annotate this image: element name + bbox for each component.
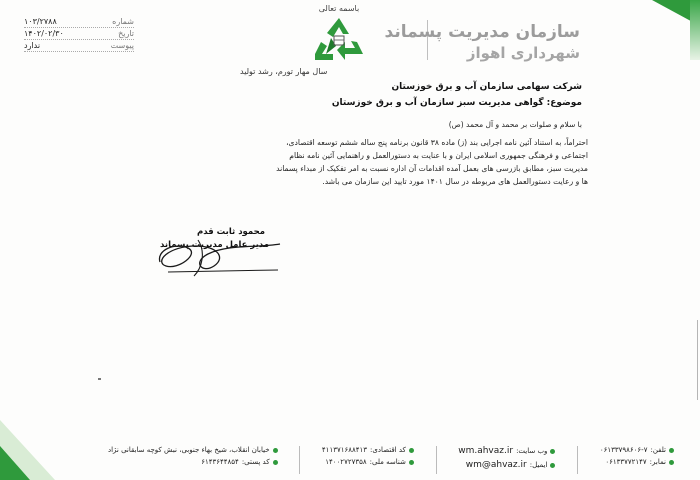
meta-attachment-row	[24, 40, 134, 52]
footer-national-id	[322, 458, 414, 466]
postal-value: ۶۱۴۳۶۴۴۸۵۴	[201, 458, 239, 466]
letter-footer	[108, 446, 674, 476]
id-icon	[409, 448, 414, 453]
address-value: خیابان انقلاب، شیخ بهاء جنوبی، نبش کوچه سابقانی نژاد	[108, 446, 270, 454]
website-link[interactable]: wm.ahvaz.ir	[458, 446, 514, 456]
recycle-icon	[309, 14, 369, 64]
globe-icon	[550, 449, 555, 454]
footer-website	[458, 446, 555, 456]
email-icon	[550, 463, 555, 468]
number-label: شماره	[112, 17, 134, 26]
corner-decoration-bottom-left	[0, 446, 30, 480]
greeting: با سلام و صلوات بر محمد و آل محمد (ص)	[448, 120, 582, 129]
phone-label: تلفن:	[650, 446, 666, 454]
body-line: اجتماعی و فرهنگی جمهوری اسلامی ایران و با عنایت به دستورالعمل و راهنمایی آئین نامه نظام	[289, 151, 588, 160]
fax-label: نمابر:	[649, 458, 666, 466]
footer-divider	[577, 446, 578, 474]
logo-caption: باسمه تعالی	[318, 4, 360, 13]
addressee: شرکت سهامی سازمان آب و برق خوزستان	[391, 82, 582, 92]
econ-code-label: کد اقتصادی:	[370, 446, 406, 454]
letter-body	[110, 136, 588, 188]
page-edge-line	[697, 320, 698, 400]
phone-value: ۰۶۱۳۳۷۹۸۶۰۶-۷	[599, 446, 648, 454]
mail-icon	[273, 460, 278, 465]
footer-email	[458, 460, 555, 470]
meta-number-row	[24, 16, 134, 28]
signer-name: محمود ثابت قدم	[197, 227, 265, 237]
web-label: وب سایت:	[516, 447, 548, 455]
footer-street	[108, 446, 278, 454]
organization-name	[385, 22, 581, 62]
attachment-value: ندارد	[24, 41, 41, 50]
handwritten-signature	[148, 232, 288, 282]
footer-codes	[322, 446, 414, 476]
body-line: ها و رعایت دستورالعمل های مربوطه در سال ۱۴۰۱ مورد تایید این سازمان می باشد.	[322, 177, 588, 186]
footer-divider	[299, 446, 300, 474]
number-value: ۱۰۳/۲۷۸۸	[24, 17, 57, 26]
phone-icon	[669, 448, 674, 453]
email-link[interactable]: wm@ahvaz.ir	[465, 460, 527, 470]
footer-postal	[108, 458, 278, 466]
footer-phones	[600, 446, 674, 476]
footer-fax	[600, 458, 674, 466]
org-name-line2: شهرداری اهواز	[466, 44, 580, 62]
body-line: مدیریت سبز، مطابق بازرسی های بعمل آمده اقدامات آن اداره نسبت به امر تفکیک از مبداء پسماند	[276, 164, 588, 173]
fax-icon	[669, 460, 674, 465]
letter-subject: موضوع: گواهی مدیریت سبز سازمان آب و برق خوزستان	[331, 98, 582, 108]
location-icon	[273, 448, 278, 453]
body-line: احتراماً، به استناد آئین نامه اجرایی بند (ز) ماده ۳۸ قانون برنامه پنج ساله ششم توسعه اقتصادی،	[286, 138, 588, 147]
attachment-label: پیوست	[110, 41, 134, 50]
stray-mark	[98, 378, 101, 380]
year-motto: سال مهار تورم، رشد تولید	[240, 67, 328, 76]
signer-title: مدیر عامل مدیریت پسماند	[160, 240, 270, 250]
footer-divider	[436, 446, 437, 474]
date-label: تاریخ	[118, 29, 134, 38]
footer-economic-code	[322, 446, 414, 454]
footer-web	[458, 446, 555, 476]
id-icon	[409, 460, 414, 465]
email-label: ایمیل:	[529, 461, 548, 469]
fax-value: ۰۶۱۳۳۷۷۲۱۴۷	[605, 458, 647, 466]
date-value: ۱۴۰۲/۰۲/۳۰	[24, 29, 64, 38]
econ-code-value: ۴۱۱۳۷۱۶۸۸۴۱۳	[321, 446, 368, 454]
national-id-label: شناسه ملی:	[369, 458, 406, 466]
letter-meta	[24, 16, 134, 52]
recycle-logo	[296, 4, 382, 68]
corner-stripe-top-right	[690, 0, 700, 60]
org-name-line1: سازمان مدیریت پسماند	[384, 22, 580, 42]
national-id-value: ۱۴۰۰۲۷۲۷۳۵۸	[325, 458, 367, 466]
postal-label: کد پستی:	[241, 458, 270, 466]
footer-address	[108, 446, 278, 476]
meta-date-row	[24, 28, 134, 40]
footer-phone	[600, 446, 674, 454]
